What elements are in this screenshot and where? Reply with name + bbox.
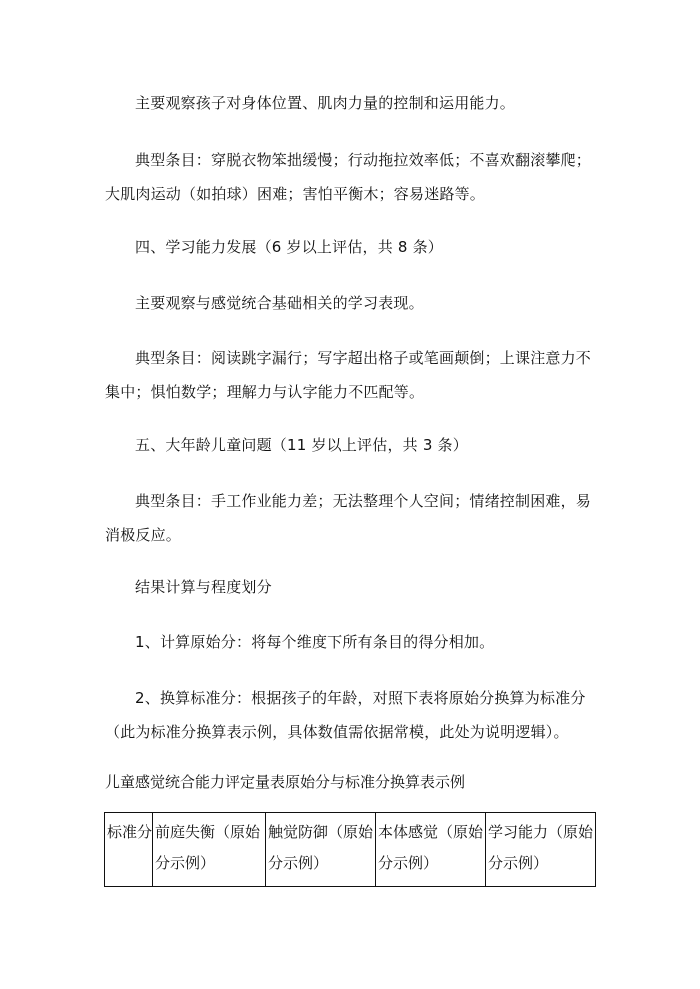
paragraph-learning-items: 典型条目：阅读跳字漏行；写字超出格子或笔画颠倒；上课注意力不集中；惧怕数学；理解力与认字能力不匹配等。 bbox=[105, 349, 592, 401]
paragraph-older-items: 典型条目：手工作业能力差；无法整理个人空间；情绪控制困难，易消极反应。 bbox=[105, 492, 592, 544]
header-tactile: 触觉防御（原始分示例） bbox=[266, 813, 376, 887]
paragraph-learning-desc: 主要观察与感觉统合基础相关的学习表现。 bbox=[135, 294, 424, 312]
table-caption: 儿童感觉统合能力评定量表原始分与标准分换算表示例 bbox=[105, 773, 466, 791]
paragraph-proprioception-items: 典型条目：穿脱衣物笨拙缓慢；行动拖拉效率低；不喜欢翻滚攀爬；大肌肉运动（如拍球）困难；害怕平衡木；容易迷路等。 bbox=[105, 151, 592, 203]
header-learning: 学习能力（原始分示例） bbox=[486, 813, 596, 887]
heading-older-children: 五、大年龄儿童问题（11 岁以上评估，共 3 条） bbox=[135, 436, 468, 454]
paragraph-standard-score: 2、换算标准分：根据孩子的年龄，对照下表将原始分换算为标准分（此为标准分换算表示例，具体数值需依据常模，此处为说明逻辑）。 bbox=[105, 689, 586, 741]
header-vestibular: 前庭失衡（原始分示例） bbox=[153, 813, 266, 887]
heading-result-calculation: 结果计算与程度划分 bbox=[135, 578, 272, 596]
header-standard-score: 标准分 bbox=[105, 813, 153, 887]
table-header-row bbox=[105, 813, 596, 887]
score-conversion-table bbox=[104, 812, 596, 887]
paragraph-proprioception-desc: 主要观察孩子对身体位置、肌肉力量的控制和运用能力。 bbox=[135, 94, 516, 112]
heading-learning-ability: 四、学习能力发展（6 岁以上评估，共 8 条） bbox=[135, 238, 443, 256]
paragraph-raw-score: 1、计算原始分：将每个维度下所有条目的得分相加。 bbox=[135, 633, 495, 651]
header-proprioception: 本体感觉（原始分示例） bbox=[376, 813, 486, 887]
